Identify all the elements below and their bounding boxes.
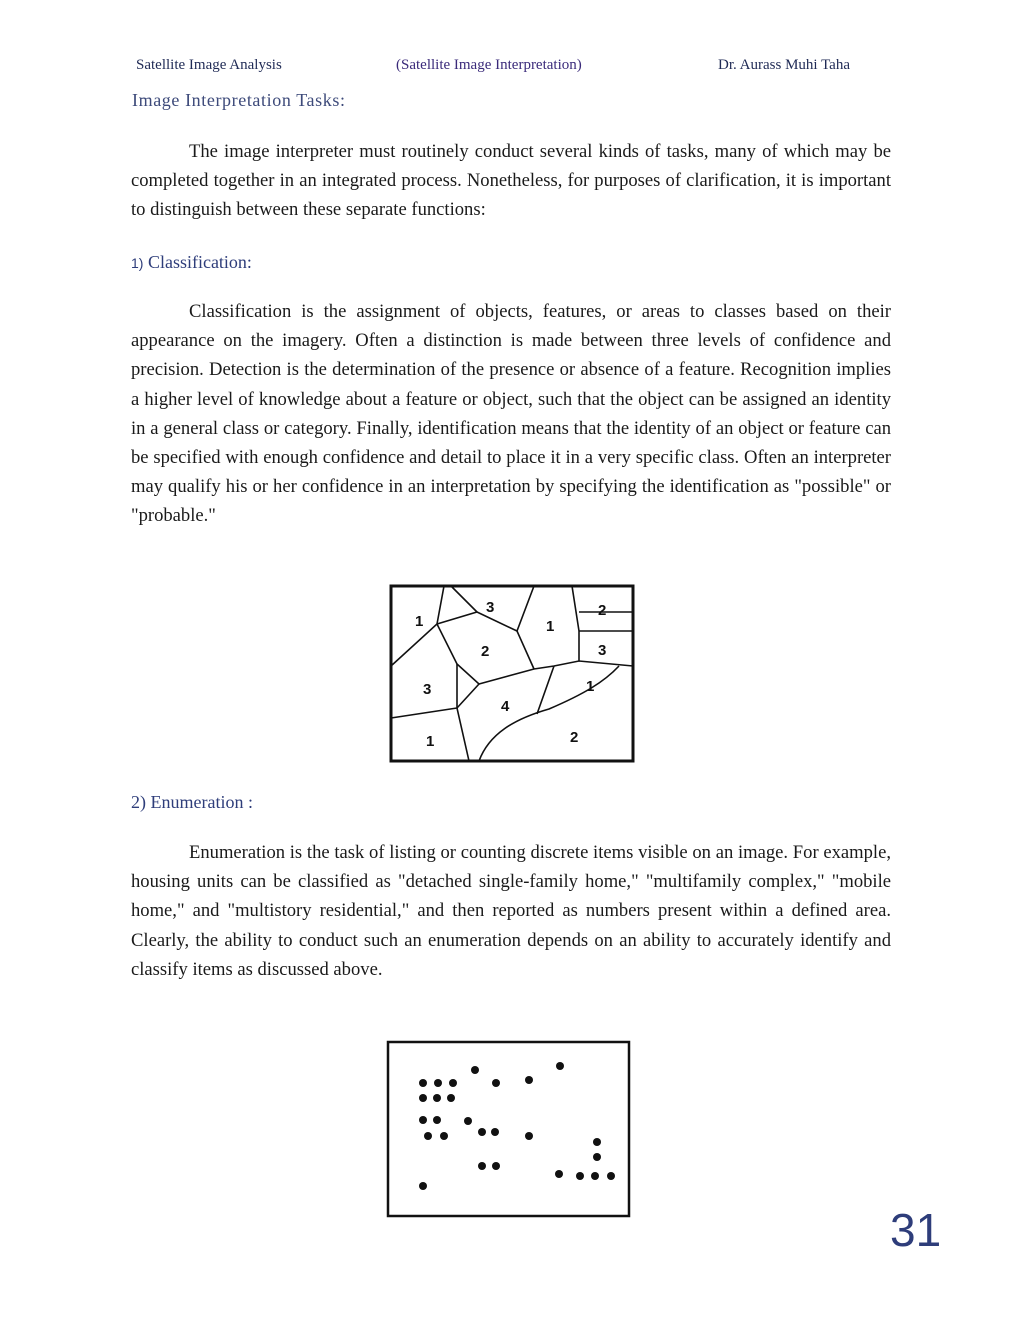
region-label: 1 [586, 678, 595, 695]
region-label: 3 [598, 642, 607, 659]
dot [607, 1172, 615, 1180]
dot [433, 1094, 441, 1102]
region-label: 4 [501, 698, 510, 715]
dot [471, 1066, 479, 1074]
figure-border [388, 1042, 629, 1216]
dot [491, 1128, 499, 1136]
classification-map-figure [389, 584, 636, 764]
dot [525, 1132, 533, 1140]
dot [576, 1172, 584, 1180]
intro-paragraph: The image interpreter must routinely conduct several kinds of tasks, many of which may be completed together in an integrated process. Nonetheless, for purposes of clarification, it is important to distinguish between these separate functions: [131, 141, 891, 221]
enumeration-heading: 2) Enumeration : [131, 792, 253, 812]
dot [593, 1138, 601, 1146]
dot [440, 1132, 448, 1140]
dot [492, 1079, 500, 1087]
dot [419, 1079, 427, 1087]
dot [478, 1128, 486, 1136]
classification-paragraph: Classification is the assignment of objects, features, or areas to classes based on their appearance on the imagery. Often a distinction is made between three levels of confidence and precision. Detection is the determination of the presence or absence of a feature. Recognition implies a higher level of knowledge about a feature or object, such that the object can be assigned an identity in a general class or category. Finally, identification means that the identity of an object or feature can be specified with enough confidence and detail to place it in a very specific class. Often an interpreter may qualify his or her confidence in an interpretation by specifying the identification as "possible" or "probable." [131, 301, 891, 527]
page-number: 31 [890, 1204, 942, 1256]
header-author: Dr. Aurass Muhi Taha [718, 57, 850, 73]
region-label: 1 [415, 613, 424, 630]
classification-number: 1) [131, 255, 144, 271]
dot [525, 1076, 533, 1084]
region-label: 1 [426, 733, 435, 750]
dot [464, 1117, 472, 1125]
region-label: 2 [598, 602, 607, 619]
dot [556, 1062, 564, 1070]
dot [433, 1116, 441, 1124]
dot [449, 1079, 457, 1087]
classification-heading [131, 252, 252, 273]
dot [492, 1162, 500, 1170]
dot [447, 1094, 455, 1102]
classification-title: Classification: [147, 252, 252, 272]
section-title: Image Interpretation Tasks: [132, 90, 346, 110]
region-label: 1 [546, 618, 555, 635]
dot [555, 1170, 563, 1178]
enumeration-paragraph: Enumeration is the task of listing or counting discrete items visible on an image. For example, housing units can be classified as "detached single-family home," "multifamily complex," "mobile home," and "multistory residential," and then reported as numbers present within a defined area. Clearly, the ability to conduct such an enumeration depends on an ability to accurately identify and classify items as discussed above. [131, 842, 891, 980]
dot [424, 1132, 432, 1140]
dot [419, 1094, 427, 1102]
region-label: 3 [486, 599, 495, 616]
region-label: 3 [423, 681, 432, 698]
enumeration-dots-figure [386, 1040, 631, 1218]
dot [434, 1079, 442, 1087]
dot [478, 1162, 486, 1170]
dot [591, 1172, 599, 1180]
dot [419, 1182, 427, 1190]
header-center: (Satellite Image Interpretation) [396, 57, 582, 73]
header-left: Satellite Image Analysis [136, 57, 282, 73]
region-label: 2 [481, 643, 490, 660]
dot [419, 1116, 427, 1124]
region-label: 2 [570, 729, 579, 746]
dot [593, 1153, 601, 1161]
